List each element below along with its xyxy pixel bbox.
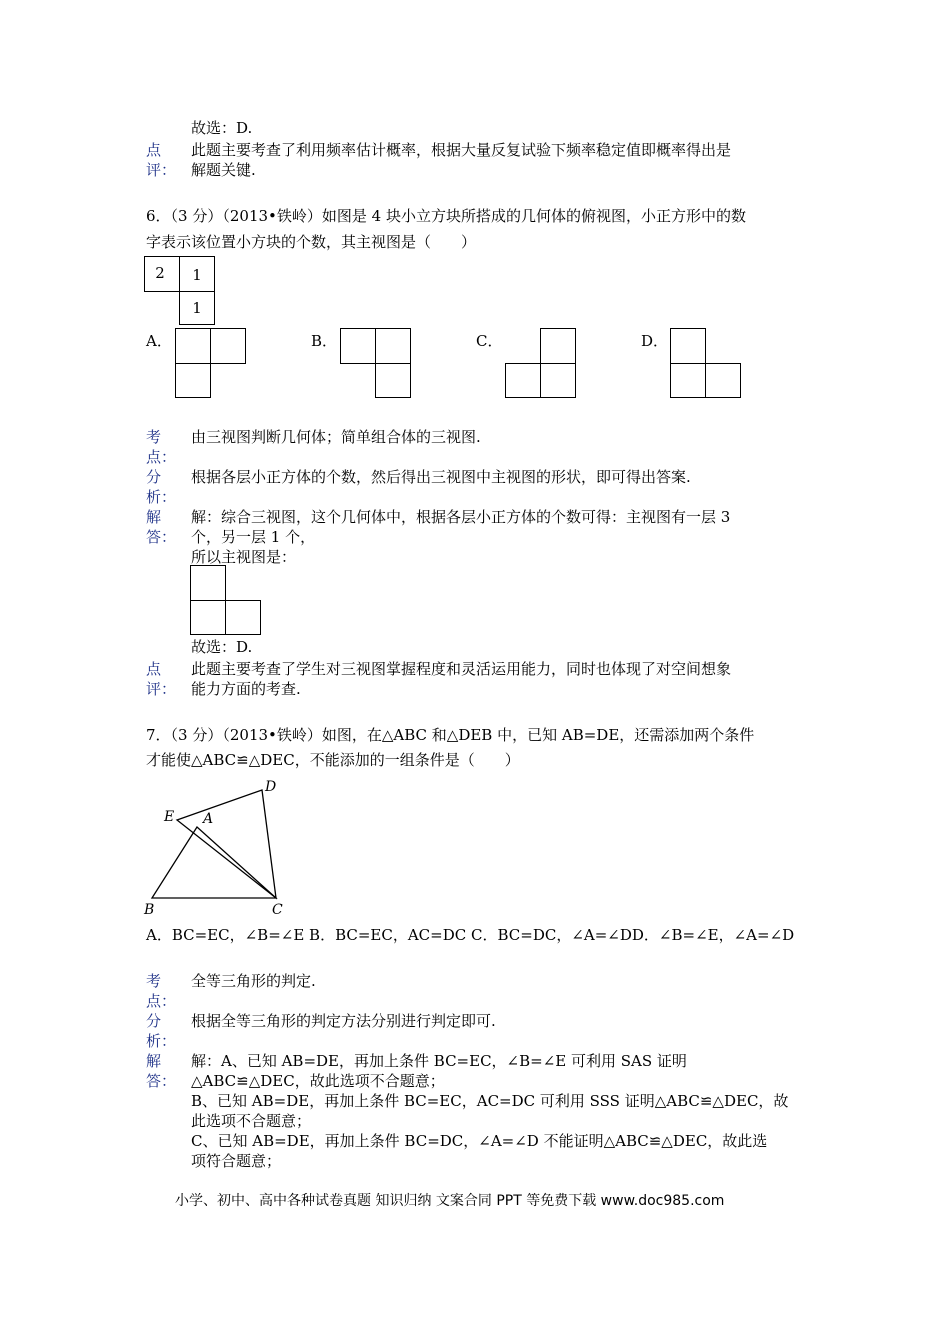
prev-answer: 故选：D.: [191, 119, 253, 137]
q6-option-b-label: B．: [311, 332, 338, 350]
q6-stem-line1: 6．（3 分）（2013•铁岭）如图是 4 块小立方块所搭成的几何体的俯视图，小正方形中的数: [146, 207, 746, 225]
q6-dianping-label-1: 点: [146, 660, 162, 678]
q6-kaodian-label-1: 考: [146, 428, 162, 446]
q6-dianping-label-2: 评：: [146, 680, 177, 698]
top-view-number: 1: [192, 299, 202, 317]
q7-kaodian-label-1: 考: [146, 972, 162, 990]
q7-stem-line2: 才能使△ABC≌△DEC，不能添加的一组条件是（ ）: [146, 751, 520, 769]
q7-jieda-label-2: 答：: [146, 1072, 177, 1090]
q6-stem-line2: 字表示该位置小方块的个数，其主视图是（ ）: [146, 233, 477, 251]
q7-jieda-line2: △ABC≌△DEC，故此选项不合题意；: [191, 1072, 445, 1090]
q7-fenxi-text: 根据全等三角形的判定方法分别进行判定即可.: [191, 1012, 496, 1030]
figure-cell: [540, 328, 576, 364]
q7-jieda-line4: 此选项不合题意；: [191, 1112, 312, 1130]
q7-kaodian-label-2: 点：: [146, 992, 177, 1010]
triangle-dec: [177, 790, 276, 898]
q7-triangle-figure: [140, 775, 290, 920]
q6-option-a-label: A．: [146, 332, 172, 350]
q7-jieda-line6: 项符合题意；: [191, 1152, 282, 1170]
q6-jieda-label-1: 解: [146, 508, 162, 526]
point-label-b: B: [144, 902, 155, 918]
figure-cell: [210, 328, 246, 364]
q6-fenxi-label-1: 分: [146, 468, 162, 486]
triangle-abc: [152, 827, 276, 898]
q6-jieda-line2: 个，另一层 1 个，: [191, 528, 316, 546]
figure-cell: [375, 363, 411, 398]
q6-jieda-line1: 解：综合三视图，这个几何体中，根据各层小正方体的个数可得：主视图有一层 3: [191, 508, 731, 526]
figure-cell: [175, 363, 211, 398]
point-label-a: A: [203, 811, 214, 827]
prev-comment-line-1: 此题主要考查了利用频率估计概率，根据大量反复试验下频率稳定值即概率得出是: [191, 141, 732, 159]
q6-dianping-line1: 此题主要考查了学生对三视图掌握程度和灵活运用能力，同时也体现了对空间想象: [191, 660, 732, 678]
q7-choices: A．BC=EC，∠B=∠E B．BC=EC，AC=DC C．BC=DC，∠A=∠DD．∠B=∠E，∠A=∠D: [146, 926, 795, 944]
top-view-number: 1: [192, 266, 202, 284]
q7-jieda-label-1: 解: [146, 1052, 162, 1070]
top-view-number: 2: [155, 264, 165, 282]
figure-cell: [505, 363, 541, 398]
q6-jieda-line3: 所以主视图是：: [191, 548, 297, 566]
figure-cell: [190, 600, 226, 635]
q6-jieda-label-2: 答：: [146, 528, 177, 546]
q7-fenxi-label-2: 析：: [146, 1032, 177, 1050]
q7-fenxi-label-1: 分: [146, 1012, 162, 1030]
q6-fenxi-text: 根据各层小正方体的个数，然后得出三视图中主视图的形状，即可得出答案.: [191, 468, 691, 486]
figure-cell: [375, 328, 411, 364]
figure-cell: [705, 363, 741, 398]
q7-jieda-line3: B、已知 AB=DE，再加上条件 BC=EC，AC=DC 可利用 SSS 证明△ABC≌△DEC，故: [191, 1092, 789, 1110]
q6-kaodian-label-2: 点：: [146, 448, 177, 466]
q6-answer: 故选：D.: [191, 638, 253, 656]
prev-comment-label-1: 点: [146, 141, 162, 159]
q7-stem-line1: 7．（3 分）（2013•铁岭）如图，在△ABC 和△DEB 中，已知 AB=DE，还需添加两个条件: [146, 726, 755, 744]
figure-cell: [225, 600, 261, 635]
q6-option-d-label: D．: [641, 332, 669, 350]
prev-comment-line-2: 解题关键.: [191, 161, 256, 179]
q6-option-c-label: C．: [476, 332, 503, 350]
point-label-e: E: [164, 809, 175, 825]
figure-cell: [540, 363, 576, 398]
prev-comment-label-2: 评：: [146, 161, 177, 179]
q6-kaodian-text: 由三视图判断几何体；简单组合体的三视图.: [191, 428, 481, 446]
q7-jieda-line1: 解：A、已知 AB=DE，再加上条件 BC=EC，∠B=∠E 可利用 SAS 证明: [191, 1052, 687, 1070]
figure-cell: [190, 565, 226, 601]
figure-cell: [670, 363, 706, 398]
figure-cell: [175, 328, 211, 364]
page-footer: 小学、初中、高中各种试卷真题 知识归纳 文案合同 PPT 等免费下载 www.doc985.com: [175, 1193, 725, 1209]
point-label-d: D: [265, 779, 277, 795]
q6-dianping-line2: 能力方面的考查.: [191, 680, 301, 698]
figure-cell: [340, 328, 376, 364]
point-label-c: C: [272, 902, 283, 918]
figure-cell: [670, 328, 706, 364]
q7-jieda-line5: C、已知 AB=DE，再加上条件 BC=DC，∠A=∠D 不能证明△ABC≌△DEC，故此选: [191, 1132, 768, 1150]
q7-kaodian-text: 全等三角形的判定.: [191, 972, 316, 990]
q6-fenxi-label-2: 析：: [146, 488, 177, 506]
